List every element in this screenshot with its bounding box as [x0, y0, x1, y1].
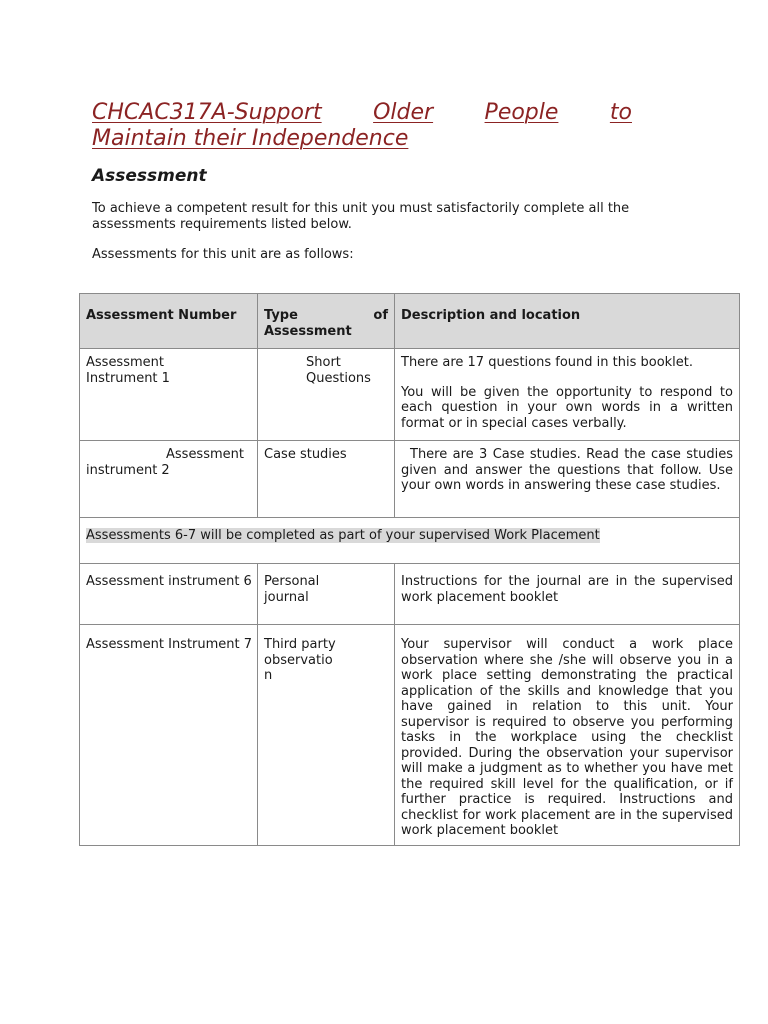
cell-type-text: Short Questions [306, 355, 371, 386]
table-row [80, 564, 740, 625]
table-row [80, 441, 740, 518]
follows-line: Assessments for this unit are as follows: [92, 247, 354, 262]
cell-number: Assessment Instrument 7 [80, 625, 258, 846]
table-note-row [80, 518, 740, 564]
intro-paragraph: To achieve a competent result for this unit you must satisfactorily complete all the assessments requirements listed below. [92, 201, 630, 232]
cell-description [395, 349, 740, 441]
header-type-word: of [373, 308, 388, 323]
header-description: Description and location [395, 294, 740, 349]
title-word: to [609, 100, 632, 125]
cell-number: Assessment Instrument 1 [80, 349, 258, 441]
cell-description [395, 441, 740, 518]
cell-type [258, 625, 395, 846]
table-row [80, 349, 740, 441]
header-type-word: Type [264, 308, 298, 323]
title-word: People [484, 100, 559, 125]
table-header-row [80, 294, 740, 349]
title-line-2: Maintain their Independence [92, 126, 409, 151]
cell-type-text: Personal journal [264, 574, 320, 605]
cell-description: Instructions for the journal are in the supervised work placement booklet [395, 564, 740, 625]
cell-type: Case studies [258, 441, 395, 518]
description-paragraph: There are 17 questions found in this booklet. [401, 355, 694, 370]
section-heading: Assessment [92, 166, 207, 186]
work-placement-note: Assessments 6-7 will be completed as part of your supervised Work Placement [86, 528, 600, 543]
cell-type [258, 349, 395, 441]
header-type-word: Assessment [264, 323, 352, 339]
note-cell [80, 518, 740, 564]
header-type [258, 294, 395, 349]
cell-number [80, 441, 258, 518]
page-title [92, 100, 632, 152]
title-word: CHCAC317A-Support [92, 100, 322, 125]
description-paragraph: You will be given the opportunity to respond to each question in your own words in a written format or in special cases verbally. [401, 384, 733, 431]
title-line-1 [92, 100, 632, 126]
cell-number: Assessment instrument 6 [80, 564, 258, 625]
cell-description: Your supervisor will conduct a work place observation where she /she will observe you in a work place setting demonstrating the practical application of the skills and knowledge that you have gained in relation to this unit. Your supervisor is required to observe you performing tasks in the workplace using the checklist provided. During the observation your supervisor will make a judgment as to whether you have met the required skill level for the qualification, or if further practice is required. Instructions and checklist for work placement are in the supervised work placement booklet [395, 625, 740, 846]
title-word: Older [373, 100, 434, 125]
header-number: Assessment Number [80, 294, 258, 349]
assessment-table [79, 293, 740, 846]
table-row [80, 625, 740, 846]
cell-number-text: Assessment instrument 2 [86, 447, 244, 478]
cell-type-text: Third party observatio n [264, 637, 336, 683]
description-paragraph: There are 3 Case studies. Read the case studies given and answer the questions that follow. Use your own words in answering these case studies. [401, 447, 733, 493]
cell-type [258, 564, 395, 625]
